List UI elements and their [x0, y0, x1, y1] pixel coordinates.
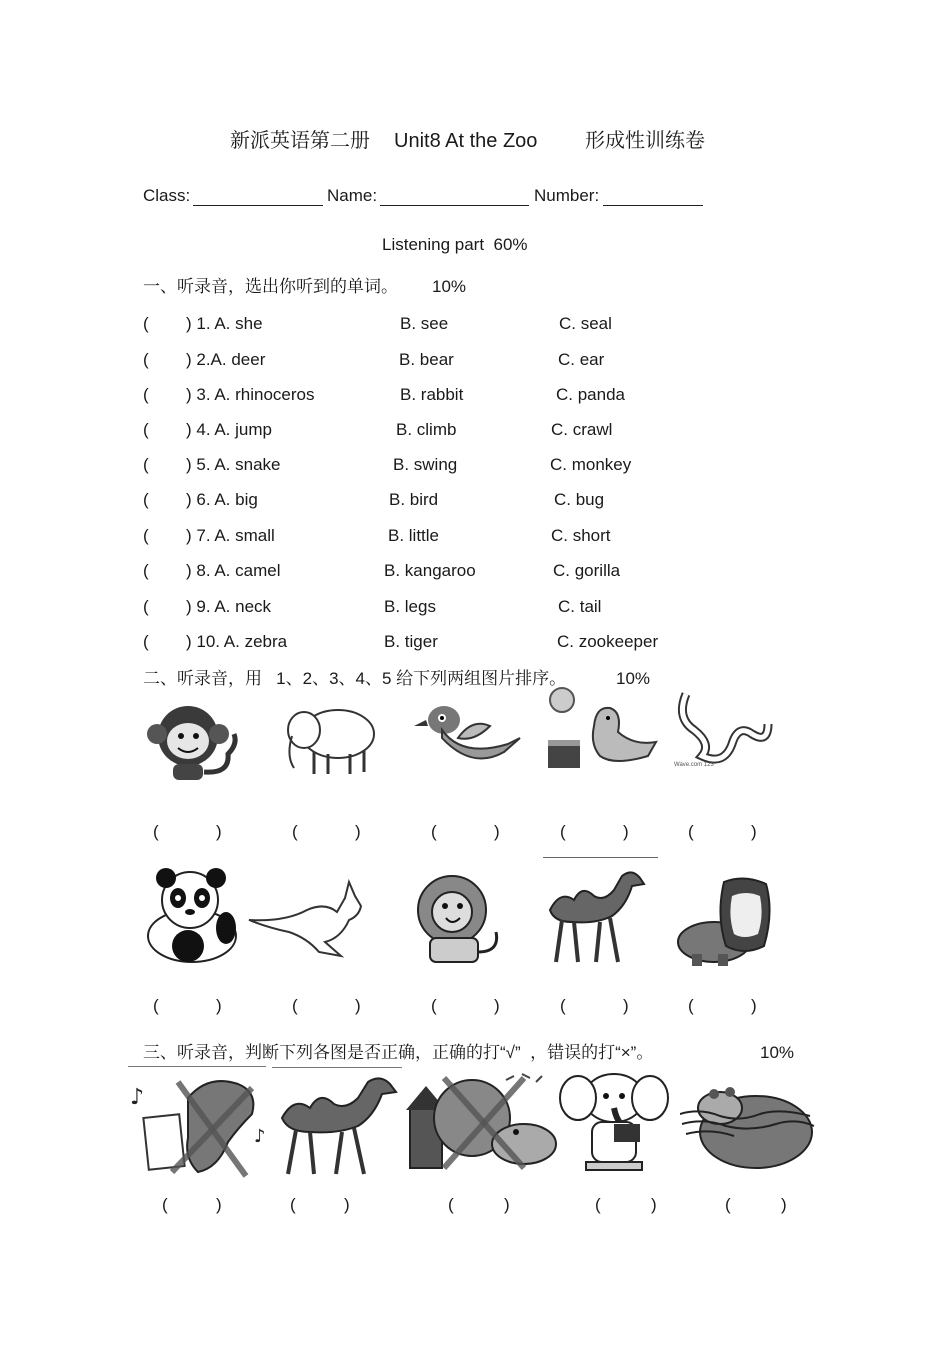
option-b: B. kangaroo [384, 561, 476, 580]
svg-text:♪: ♪ [130, 1085, 145, 1110]
option-c: C. crawl [551, 420, 613, 439]
divider [128, 1066, 266, 1067]
answer-paren-close: ) [781, 1195, 787, 1214]
section3-heading: 三、听录音，判断下列各图是否正确，正确的打“√” ，错误的打“×”。 [143, 1043, 654, 1062]
answer-paren-open[interactable]: ( [143, 420, 149, 439]
answer-paren-open[interactable]: ( [143, 526, 149, 545]
page-title-en: Unit8 At the Zoo [394, 130, 538, 152]
answer-paren-open[interactable]: ( [688, 822, 694, 841]
answer-paren-open[interactable]: ( [688, 996, 694, 1015]
answer-paren-open[interactable]: ( [143, 385, 149, 404]
option-c: C. seal [559, 314, 612, 333]
option-a: ) 3. A. rhinoceros [186, 385, 315, 404]
answer-paren-open[interactable]: ( [153, 822, 159, 841]
answer-paren-close: ) [355, 996, 361, 1015]
option-a: ) 4. A. jump [186, 420, 272, 439]
number-field[interactable] [603, 204, 703, 206]
section3-score: 10% [760, 1043, 795, 1062]
option-c: C. tail [558, 597, 602, 616]
hippo-swimming-picture [680, 1068, 816, 1176]
answer-paren-open[interactable]: ( [153, 996, 159, 1015]
svg-text:Wave.com 123: Wave.com 123 [674, 762, 714, 768]
answer-paren-open[interactable]: ( [143, 632, 149, 651]
section1-score: 10% [432, 277, 467, 296]
option-b: B. legs [384, 597, 436, 616]
option-b: B. bear [399, 350, 454, 369]
option-c: C. short [551, 526, 611, 545]
lion-picture [404, 872, 508, 966]
class-label: Class: [143, 186, 191, 205]
option-b: B. bird [389, 490, 439, 509]
answer-paren-open[interactable]: ( [143, 561, 149, 580]
option-c: C. ear [558, 350, 605, 369]
option-c: C. monkey [550, 455, 632, 474]
hippo-house-picture [404, 1068, 558, 1178]
answer-paren-open[interactable]: ( [725, 1195, 731, 1214]
option-b: B. swing [393, 455, 458, 474]
answer-paren-close: ) [216, 822, 222, 841]
divider [543, 857, 658, 858]
option-a: ) 6. A. big [186, 490, 258, 509]
option-b: B. see [400, 314, 449, 333]
hippo-picture [674, 872, 778, 968]
option-c: C. panda [556, 385, 625, 404]
answer-paren-open[interactable]: ( [292, 996, 298, 1015]
answer-paren-open[interactable]: ( [162, 1195, 168, 1214]
answer-paren-open[interactable]: ( [143, 455, 149, 474]
option-a: ) 9. A. neck [186, 597, 272, 616]
elephant-reading-picture [558, 1068, 670, 1176]
section1-heading: 一、听录音，选出你听到的单词。 [143, 277, 398, 296]
divider [272, 1067, 402, 1068]
option-b: B. tiger [384, 632, 438, 651]
option-a: ) 5. A. snake [186, 455, 281, 474]
answer-paren-open[interactable]: ( [448, 1195, 454, 1214]
page-title-cn-left: 新派英语第二册 [230, 130, 370, 152]
seal-picture [544, 686, 662, 772]
answer-paren-open[interactable]: ( [595, 1195, 601, 1214]
answer-paren-close: ) [623, 822, 629, 841]
answer-paren-close: ) [216, 1195, 222, 1214]
option-a: ) 10. A. zebra [186, 632, 288, 651]
camel-singing-picture [128, 1068, 268, 1180]
answer-paren-close: ) [494, 996, 500, 1015]
class-field[interactable] [193, 204, 323, 206]
section2-heading: 二、听录音，用 1、2、3、4、5 给下列两组图片排序。 [143, 669, 567, 688]
elephant-picture [280, 700, 380, 778]
answer-paren-close: ) [504, 1195, 510, 1214]
answer-paren-close: ) [494, 822, 500, 841]
option-b: B. climb [396, 420, 457, 439]
answer-paren-open[interactable]: ( [560, 822, 566, 841]
number-label: Number: [534, 186, 600, 205]
option-a: ) 8. A. camel [186, 561, 281, 580]
answer-paren-open[interactable]: ( [143, 314, 149, 333]
option-b: B. little [388, 526, 440, 545]
answer-paren-close: ) [623, 996, 629, 1015]
answer-paren-close: ) [651, 1195, 657, 1214]
bird-picture [412, 698, 524, 778]
kangaroo-picture [245, 876, 367, 962]
option-c: C. gorilla [553, 561, 621, 580]
answer-paren-open[interactable]: ( [143, 350, 149, 369]
answer-paren-close: ) [216, 996, 222, 1015]
monkey-picture [140, 694, 245, 784]
page-title-cn-right: 形成性训练卷 [585, 130, 705, 152]
camel-walking-picture [272, 1072, 402, 1176]
panda-picture [140, 866, 244, 966]
answer-paren-open[interactable]: ( [143, 490, 149, 509]
name-field[interactable] [380, 204, 529, 206]
option-a: ) 7. A. small [186, 526, 275, 545]
option-a: ) 2.A. deer [186, 350, 266, 369]
answer-paren-open[interactable]: ( [560, 996, 566, 1015]
option-b: B. rabbit [400, 385, 464, 404]
answer-paren-open[interactable]: ( [143, 597, 149, 616]
answer-paren-open[interactable]: ( [431, 996, 437, 1015]
answer-paren-open[interactable]: ( [292, 822, 298, 841]
answer-paren-close: ) [751, 996, 757, 1015]
answer-paren-open[interactable]: ( [290, 1195, 296, 1214]
option-c: C. zookeeper [557, 632, 659, 651]
name-label: Name: [327, 186, 378, 205]
svg-text:♪: ♪ [254, 1126, 266, 1147]
answer-paren-open[interactable]: ( [431, 822, 437, 841]
answer-paren-close: ) [751, 822, 757, 841]
part-heading: Listening part 60% [382, 235, 528, 254]
answer-paren-close: ) [344, 1195, 350, 1214]
snake-picture [672, 684, 776, 768]
option-a: ) 1. A. she [186, 314, 263, 333]
section2-score: 10% [616, 669, 651, 688]
option-c: C. bug [554, 490, 605, 509]
camel-picture [540, 866, 650, 964]
answer-paren-close: ) [355, 822, 361, 841]
